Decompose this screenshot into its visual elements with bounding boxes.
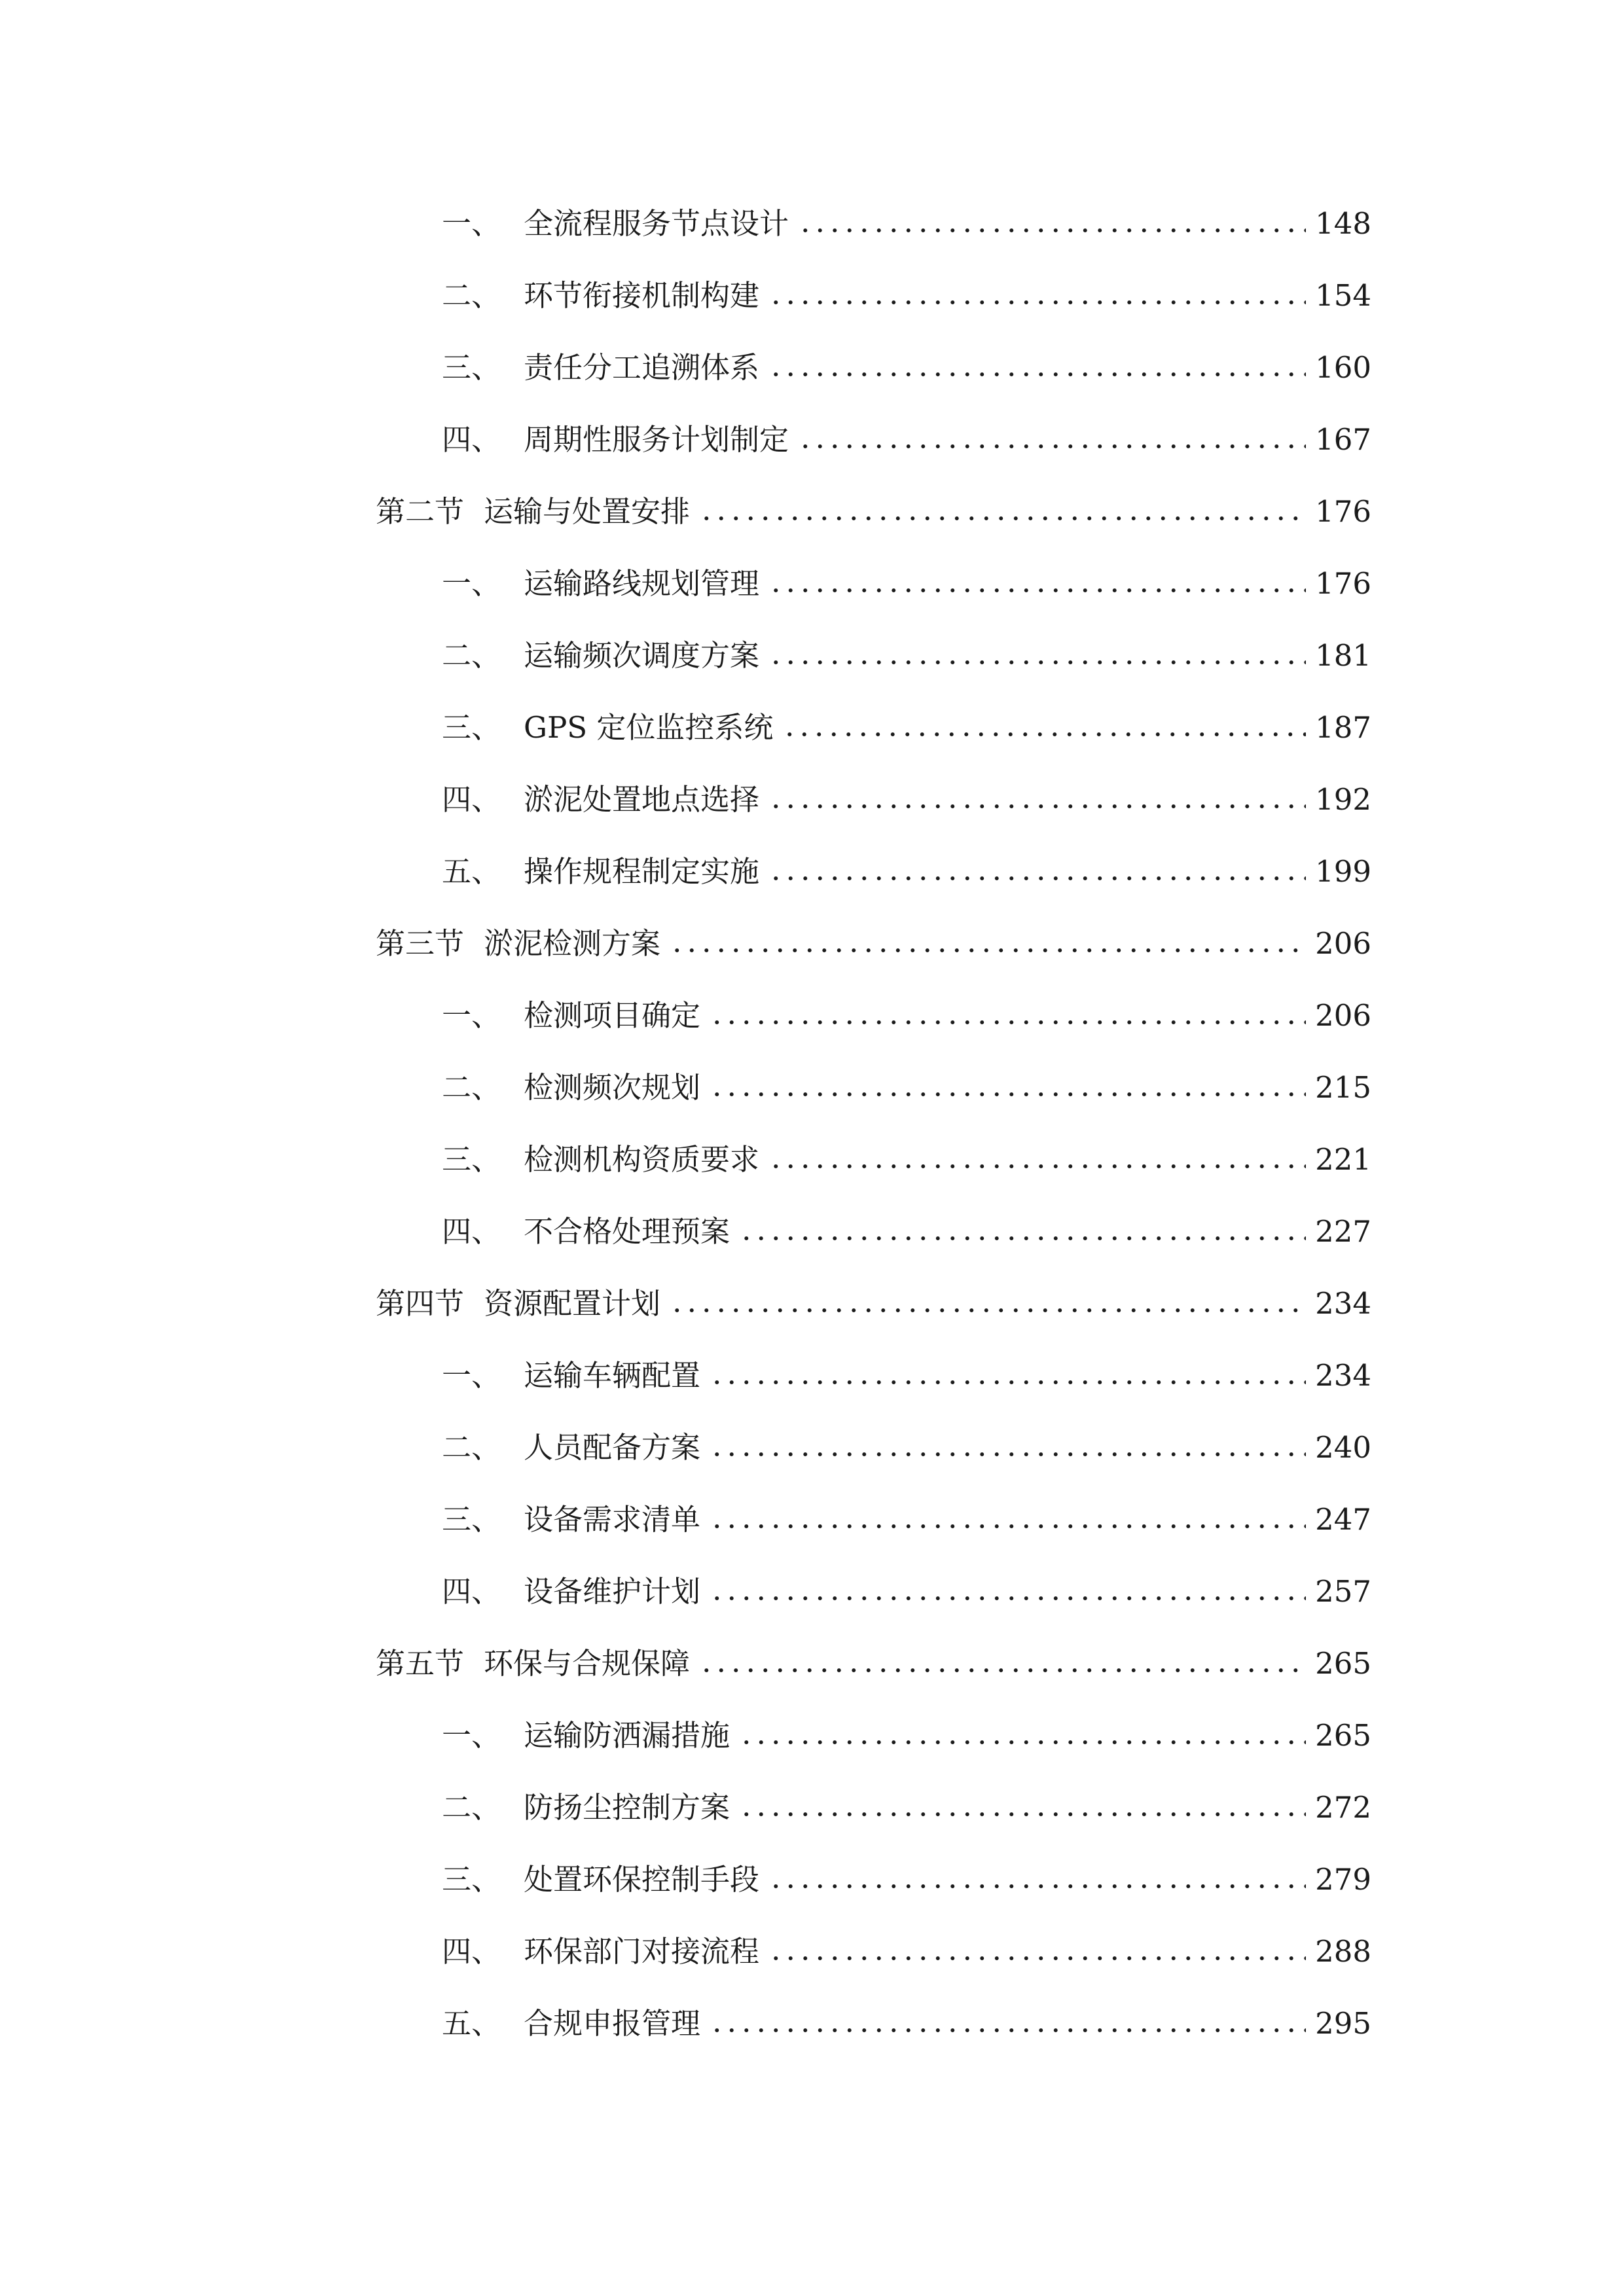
dot-leader [710,1592,1306,1605]
toc-page-number: 181 [1315,638,1371,673]
toc-page-number: 234 [1315,1286,1371,1321]
toc-numeral: 一、 [442,1718,501,1753]
dot-leader [670,944,1306,957]
toc-title: 合规申报管理 [524,2006,701,2041]
toc-entry[interactable] [442,767,1371,819]
toc-title: 检测频次规划 [524,1070,701,1105]
toc-numeral: 二、 [442,1430,501,1465]
toc-entry[interactable] [442,1847,1371,1899]
toc-entry[interactable] [442,1343,1371,1395]
toc-page-number: 176 [1315,494,1371,529]
toc-title: 环保与合规保障 [484,1646,691,1681]
toc-page-number: 295 [1315,2006,1371,2041]
toc-page-number: 160 [1315,350,1371,385]
toc-entry[interactable] [442,1127,1371,1179]
toc-title: 运输车辆配置 [524,1358,701,1393]
toc-title: 运输与处置安排 [484,494,691,529]
toc-page-number: 221 [1315,1142,1371,1177]
toc-title: 运输频次调度方案 [524,638,760,673]
toc-page-number: 154 [1315,278,1371,313]
dot-leader [710,1520,1306,1533]
toc-numeral: 第五节 [376,1646,465,1681]
toc-entry[interactable] [442,551,1371,603]
toc-numeral: 一、 [442,1358,501,1393]
toc-page-number: 206 [1315,926,1371,961]
toc-page-number: 215 [1315,1070,1371,1105]
dot-leader [798,224,1306,237]
toc-page-number: 192 [1315,782,1371,817]
toc-entry[interactable] [442,1415,1371,1467]
toc-numeral: 一、 [442,566,501,601]
toc-numeral: 三、 [442,350,501,385]
dot-leader [739,1808,1306,1821]
toc-entry[interactable] [442,335,1371,387]
toc-title: 设备维护计划 [524,1574,701,1609]
toc-title: 检测机构资质要求 [524,1142,760,1177]
dot-leader [798,440,1306,453]
dot-leader [710,1088,1306,1101]
dot-leader [710,1448,1306,1461]
toc-page-number: 234 [1315,1358,1371,1393]
toc-numeral: 二、 [442,278,501,313]
dot-leader [768,1880,1306,1893]
toc-numeral: 五、 [442,2006,501,2041]
dot-leader [768,1160,1306,1173]
toc-entry[interactable] [442,191,1371,243]
dot-leader [768,1952,1306,1965]
toc-section-entry[interactable] [376,1271,1371,1323]
toc-entry[interactable] [442,623,1371,675]
dot-leader [710,2024,1306,2037]
toc-numeral: 二、 [442,1790,501,1825]
dot-leader [739,1232,1306,1245]
toc-page-number: 227 [1315,1214,1371,1249]
toc-page-number: 148 [1315,206,1371,241]
toc-numeral: 一、 [442,998,501,1033]
toc-entry[interactable] [442,1775,1371,1827]
toc-page-number: 247 [1315,1502,1371,1537]
toc-page-number: 265 [1315,1718,1371,1753]
toc-page-number: 272 [1315,1790,1371,1825]
toc-title: 周期性服务计划制定 [524,422,789,457]
toc-numeral: 第二节 [376,494,465,529]
toc-title: 防扬尘控制方案 [524,1790,731,1825]
toc-page-number: 167 [1315,422,1371,457]
dot-leader [739,1736,1306,1749]
dot-leader [768,584,1306,597]
toc-title: 运输防洒漏措施 [524,1718,731,1753]
toc-title: 处置环保控制手段 [524,1862,760,1897]
toc-page-number: 176 [1315,566,1371,601]
toc-numeral: 四、 [442,1574,501,1609]
toc-entry[interactable] [442,1487,1371,1539]
toc-page-number: 279 [1315,1862,1371,1897]
toc-numeral: 四、 [442,422,501,457]
toc-title: GPS 定位监控系统 [524,710,774,745]
toc-title: 运输路线规划管理 [524,566,760,601]
toc-page-number: 257 [1315,1574,1371,1609]
dot-leader [710,1376,1306,1389]
toc-entry[interactable] [442,1199,1371,1251]
toc-numeral: 一、 [442,206,501,241]
toc-title: 检测项目确定 [524,998,701,1033]
dot-leader [768,368,1306,381]
toc-entry[interactable] [442,839,1371,891]
toc-numeral: 第三节 [376,926,465,961]
toc-section-entry[interactable] [376,479,1371,531]
toc-title: 环节衔接机制构建 [524,278,760,313]
toc-page-number: 206 [1315,998,1371,1033]
toc-numeral: 二、 [442,638,501,673]
dot-leader [699,512,1306,525]
toc-section-entry[interactable] [376,1631,1371,1683]
toc-title: 全流程服务节点设计 [524,206,789,241]
dot-leader [768,800,1306,813]
toc-entry[interactable] [442,263,1371,315]
toc-page-number: 240 [1315,1430,1371,1465]
toc-page-number: 265 [1315,1646,1371,1681]
toc-numeral: 四、 [442,782,501,817]
toc-title: 淤泥处置地点选择 [524,782,760,817]
toc-section-entry[interactable] [376,911,1371,963]
toc-title: 淤泥检测方案 [484,926,661,961]
dot-leader [699,1664,1306,1677]
dot-leader [768,656,1306,669]
toc-title: 操作规程制定实施 [524,854,760,889]
toc-numeral: 三、 [442,1862,501,1897]
toc-numeral: 三、 [442,1142,501,1177]
toc-numeral: 三、 [442,710,501,745]
toc-entry[interactable] [442,1919,1371,1971]
dot-leader [768,872,1306,885]
toc-title: 责任分工追溯体系 [524,350,760,385]
toc-numeral: 二、 [442,1070,501,1105]
toc-numeral: 四、 [442,1214,501,1249]
toc-title: 资源配置计划 [484,1286,661,1321]
dot-leader [782,728,1306,741]
toc-entry[interactable] [442,1991,1371,2043]
toc-entry[interactable] [442,1559,1371,1611]
toc-numeral: 四、 [442,1934,501,1969]
toc-numeral: 第四节 [376,1286,465,1321]
dot-leader [710,1016,1306,1029]
toc-entry[interactable] [442,407,1371,459]
toc-numeral: 三、 [442,1502,501,1537]
dot-leader [670,1304,1306,1317]
toc-title: 设备需求清单 [524,1502,701,1537]
dot-leader [768,296,1306,309]
toc-numeral: 五、 [442,854,501,889]
toc-entry[interactable] [442,1055,1371,1107]
toc-title: 人员配备方案 [524,1430,701,1465]
toc-page-number: 187 [1315,710,1371,745]
toc-entry[interactable] [442,1703,1371,1755]
toc-page-number: 288 [1315,1934,1371,1969]
toc-title: 环保部门对接流程 [524,1934,760,1969]
toc-title: 不合格处理预案 [524,1214,731,1249]
toc-entry[interactable] [442,983,1371,1035]
toc-entry[interactable] [442,695,1371,747]
toc-page-number: 199 [1315,854,1371,889]
